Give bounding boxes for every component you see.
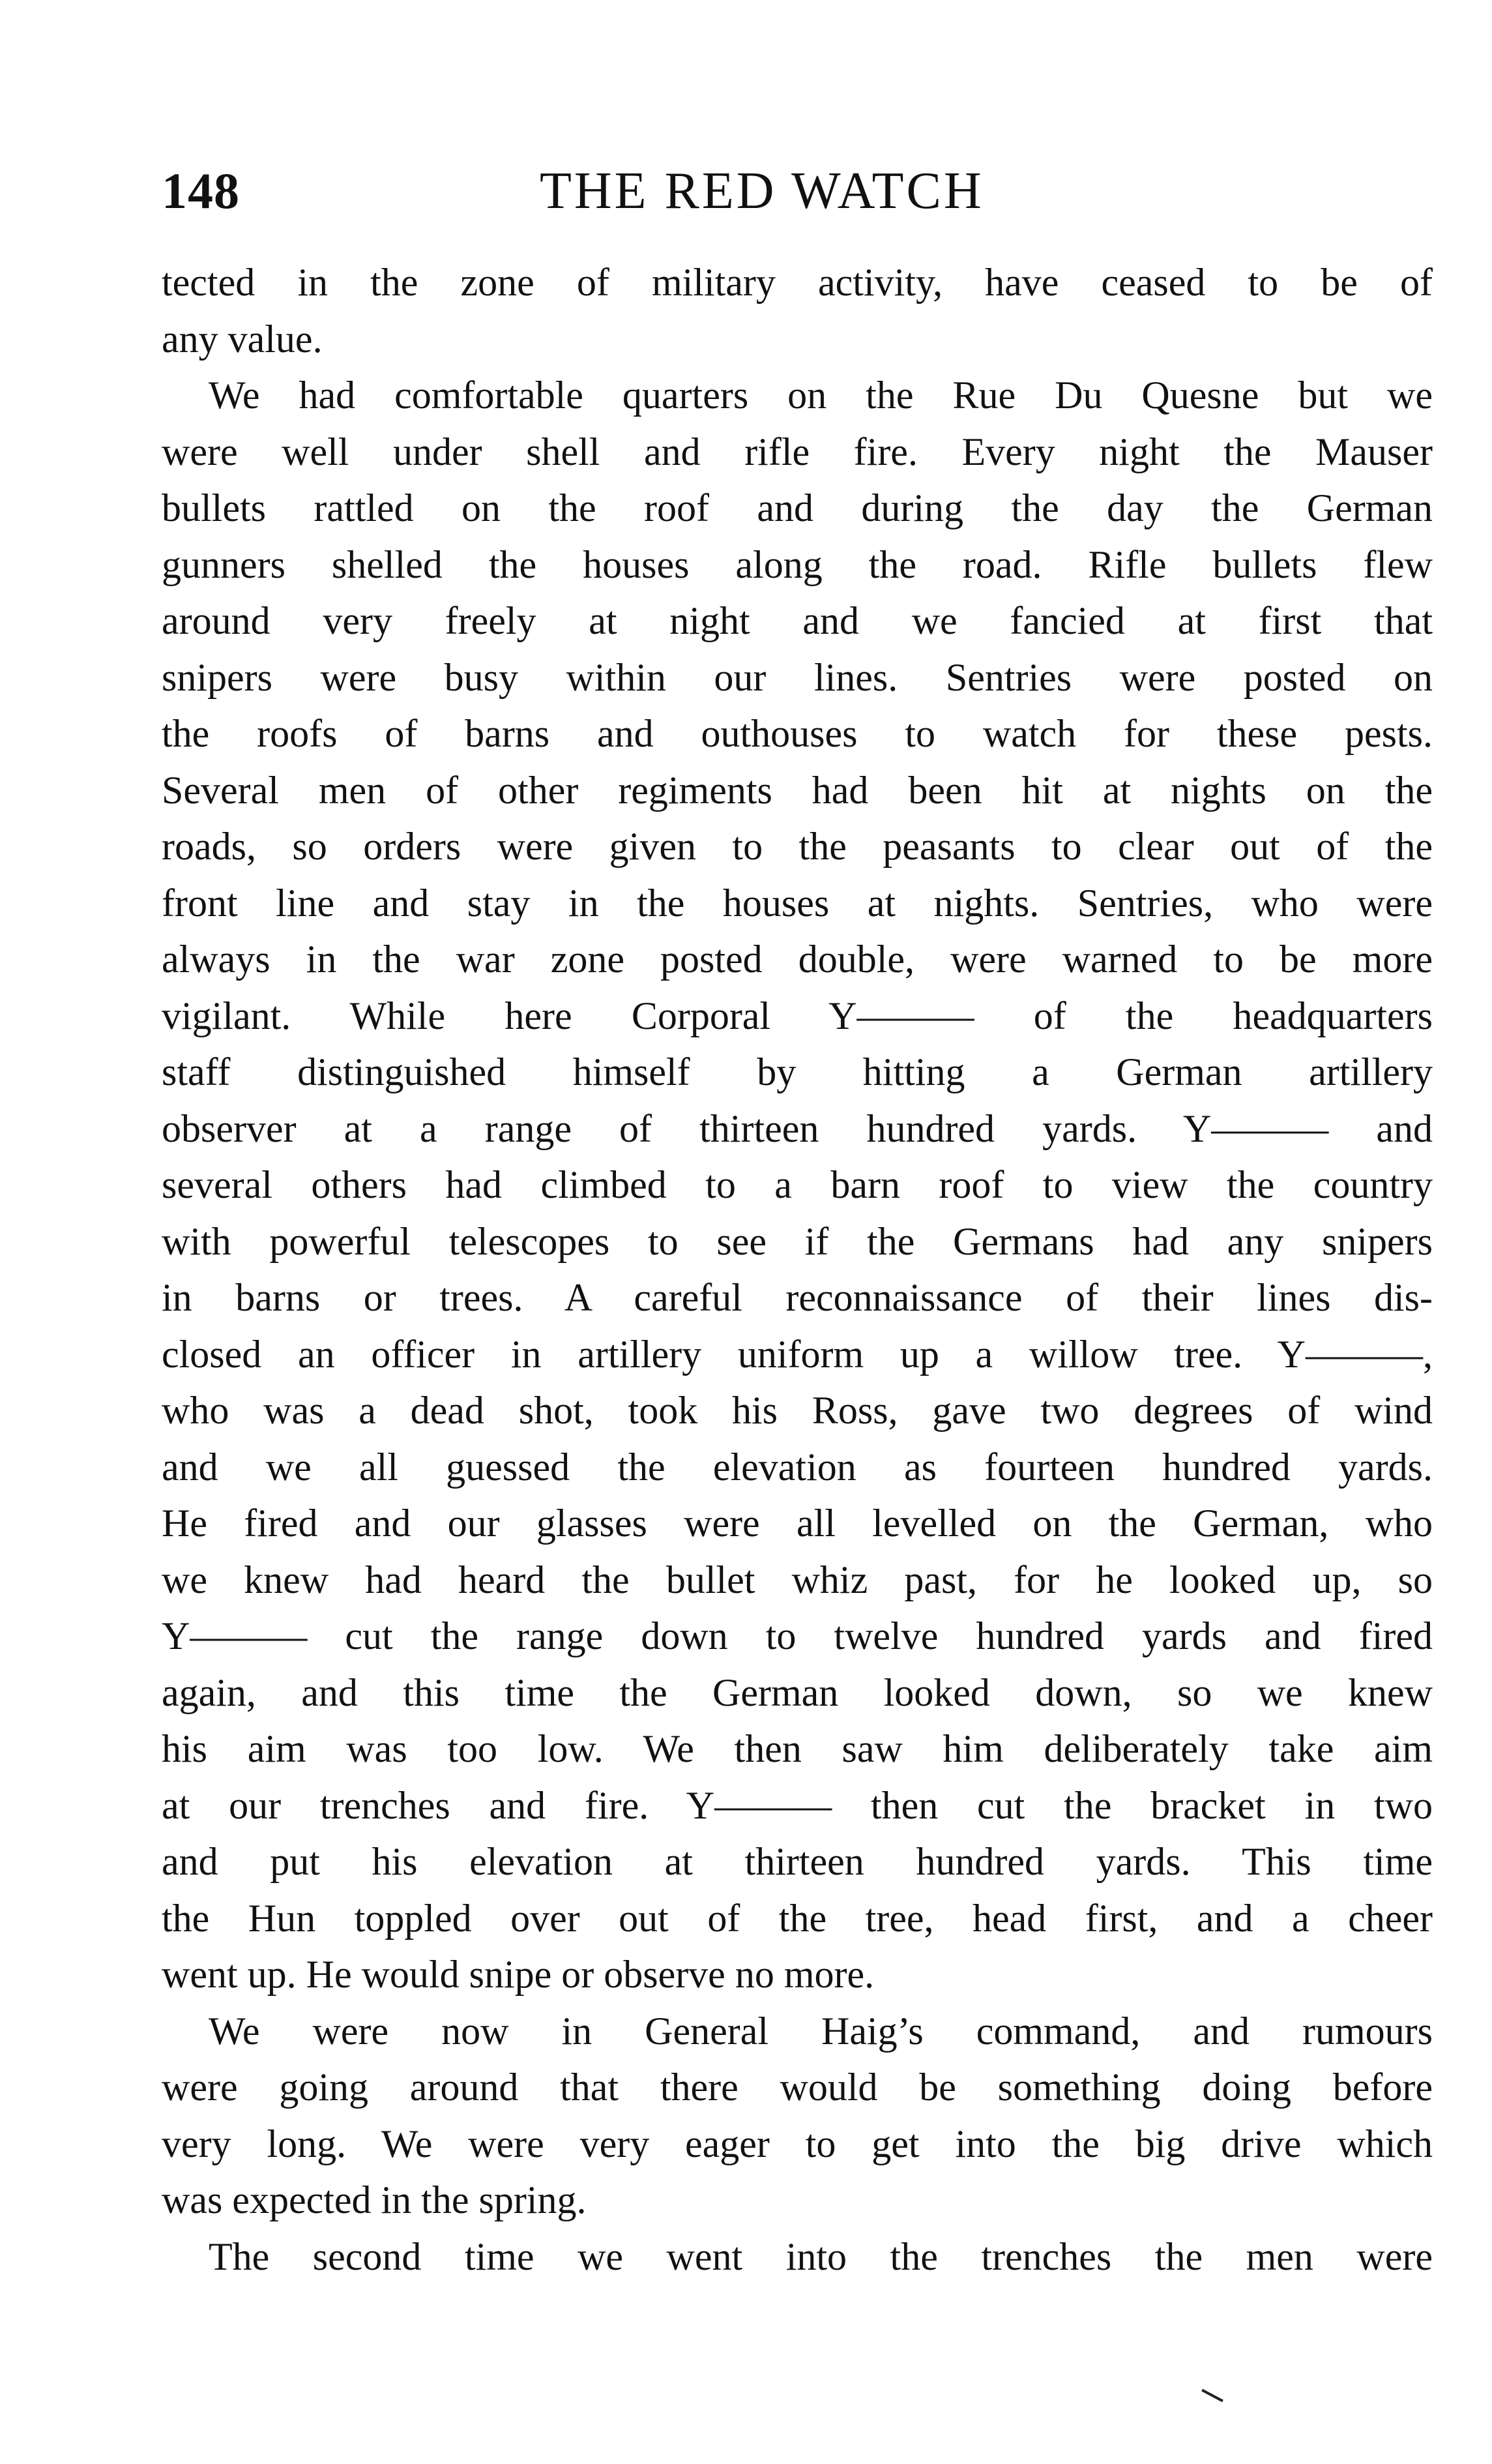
text-line: and we all guessed the elevation as fourteen hundred yards. — [162, 1445, 1433, 1489]
text-line: snipers were busy within our lines. Sentries were posted on — [162, 655, 1433, 699]
text-line: He fired and our glasses were all levelled on the German, who — [162, 1502, 1433, 1545]
text-line: observer at a range of thirteen hundred yards. Y——— and — [162, 1106, 1433, 1150]
text-line: roads, so orders were given to the peasants to clear out of the — [162, 825, 1433, 868]
text-line: gunners shelled the houses along the road. Rifle bullets flew — [162, 542, 1433, 586]
page-number: 148 — [162, 162, 240, 219]
text-line: again, and this time the German looked down, so we knew — [162, 1670, 1433, 1714]
text-line: were going around that there would be something doing before — [162, 2066, 1433, 2109]
text-line: in barns or trees. A careful reconnaissance of their lines dis- — [162, 1276, 1433, 1319]
text-line: was expected in the spring. — [162, 2178, 587, 2221]
text-line: Y——— cut the range down to twelve hundred yards and fired — [162, 1614, 1433, 1657]
text-line: Several men of other regiments had been hit at nights on the — [162, 768, 1433, 812]
text-line: went up. He would snipe or observe no more. — [162, 1953, 875, 1996]
text-line: vigilant. While here Corporal Y——— of the headquarters — [162, 994, 1433, 1037]
text-line: We had comfortable quarters on the Rue Du Quesne but we — [209, 374, 1433, 417]
text-line: We were now in General Haig’s command, and rumours — [209, 2009, 1433, 2053]
text-line: closed an officer in artillery uniform up a willow tree. Y———, — [162, 1332, 1433, 1376]
text-line: who was a dead shot, took his Ross, gave two degrees of wind — [162, 1389, 1433, 1432]
text-line: and put his elevation at thirteen hundred yards. This time — [162, 1840, 1433, 1883]
text-line: with powerful telescopes to see if the Germans had any snipers — [162, 1219, 1433, 1263]
text-line: we knew had heard the bullet whiz past, for he looked up, so — [162, 1558, 1433, 1601]
running-head-title: THE RED WATCH — [540, 162, 984, 220]
text-line: the roofs of barns and outhouses to watch for these pests. — [162, 712, 1433, 755]
text-line: always in the war zone posted double, were warned to be more — [162, 938, 1433, 981]
text-line: staff distinguished himself by hitting a German artillery — [162, 1050, 1433, 1093]
text-line: any value. — [162, 317, 323, 361]
text-line: front line and stay in the houses at nights. Sentries, who were — [162, 881, 1433, 925]
text-line: were well under shell and rifle fire. Every night the Mauser — [162, 430, 1433, 473]
text-line: bullets rattled on the roof and during the day the German — [162, 486, 1433, 529]
text-line: tected in the zone of military activity, have ceased to be of — [162, 261, 1433, 304]
text-line: his aim was too low. We then saw him deliberately take aim — [162, 1727, 1433, 1770]
text-line: around very freely at night and we fancied at first that — [162, 599, 1433, 642]
text-line: at our trenches and fire. Y——— then cut the bracket in two — [162, 1783, 1433, 1827]
stray-print-mark — [1201, 2389, 1223, 2402]
text-line: the Hun toppled over out of the tree, head first, and a cheer — [162, 1896, 1433, 1940]
text-line: several others had climbed to a barn roof to view the country — [162, 1163, 1433, 1206]
text-line: very long. We were very eager to get into the big drive which — [162, 2122, 1433, 2165]
body-text — [162, 254, 1433, 2285]
page-header — [162, 155, 1433, 227]
text-line: The second time we went into the trenches the men were — [209, 2234, 1433, 2278]
